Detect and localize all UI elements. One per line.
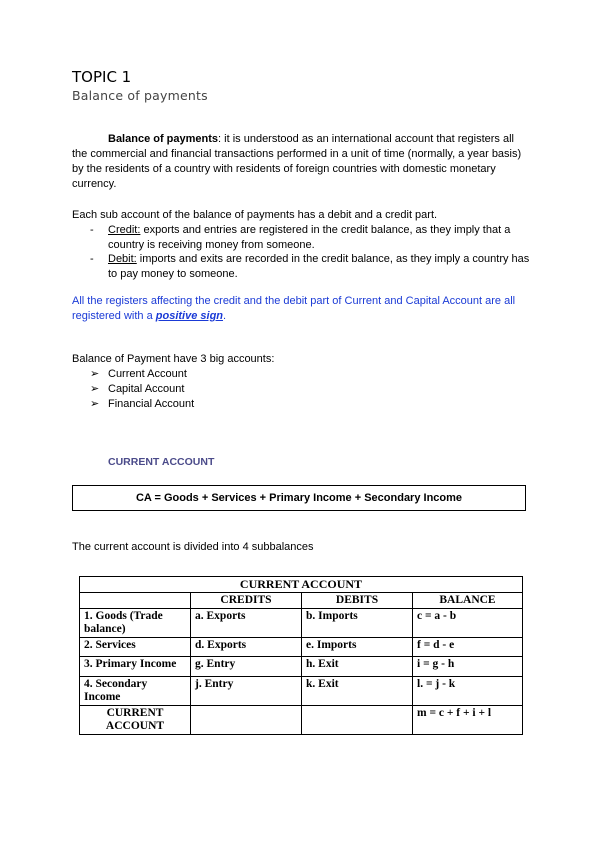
table-cell: f = d - e xyxy=(413,638,523,657)
dash-bullet: - xyxy=(90,224,94,236)
arrow-bullet-icon: ➢ xyxy=(90,398,100,410)
table-header-cell: CREDITS xyxy=(191,593,302,609)
table-cell: h. Exit xyxy=(302,657,413,677)
table-cell: l. = j - k xyxy=(413,677,523,706)
table-cell: e. Imports xyxy=(302,638,413,657)
table-row xyxy=(80,706,523,735)
table-row xyxy=(80,677,523,706)
table-cell xyxy=(191,706,302,735)
table-header-cell: BALANCE xyxy=(413,593,523,609)
table-cell: b. Imports xyxy=(302,609,413,638)
table-cell xyxy=(302,706,413,735)
table-cell: CURRENT ACCOUNT xyxy=(80,706,191,735)
table-header-cell: DEBITS xyxy=(302,593,413,609)
table-header-row xyxy=(80,593,523,609)
credit-term: Credit: xyxy=(108,224,141,236)
table-cell: 3. Primary Income xyxy=(80,657,191,677)
table-title: CURRENT ACCOUNT xyxy=(80,577,523,593)
table-cell: g. Entry xyxy=(191,657,302,677)
topic-subtitle: Balance of payments xyxy=(72,88,208,103)
table-row xyxy=(80,657,523,677)
sign-note-emphasis: positive sign xyxy=(155,310,224,322)
debit-term: Debit: xyxy=(108,253,137,265)
current-account-table xyxy=(79,576,523,735)
sign-note-text: All the registers affecting the credit and the debit part of Current and Capital Account are all registered with a xyxy=(72,295,516,322)
table-row xyxy=(80,638,523,657)
table-cell: c = a - b xyxy=(413,609,523,638)
table-header-cell xyxy=(80,593,191,609)
definition-paragraph xyxy=(72,132,532,192)
list-item-label: Current Account xyxy=(108,368,187,380)
table-cell: 2. Services xyxy=(80,638,191,657)
table-cell: m = c + f + i + l xyxy=(413,706,523,735)
list-item-label: Capital Account xyxy=(108,383,185,395)
table-cell: k. Exit xyxy=(302,677,413,706)
table-cell: i = g - h xyxy=(413,657,523,677)
accounts-list xyxy=(90,367,194,412)
table-title-row xyxy=(80,577,523,593)
subaccounts-intro: Each sub account of the balance of payments has a debit and a credit part. xyxy=(72,209,438,221)
ca-formula-box xyxy=(72,485,526,511)
arrow-bullet-icon: ➢ xyxy=(90,383,100,395)
credit-text: exports and entries are registered in the credit balance, as they imply that a country is receiving money from someone. xyxy=(108,224,511,251)
subbalances-text: The current account is divided into 4 subbalances xyxy=(72,541,314,553)
list-item xyxy=(90,367,194,382)
list-item xyxy=(90,382,194,397)
debit-item xyxy=(90,252,530,282)
accounts-intro: Balance of Payment have 3 big accounts: xyxy=(72,353,275,365)
table-cell: d. Exports xyxy=(191,638,302,657)
dash-bullet: - xyxy=(90,253,94,265)
topic-title: TOPIC 1 xyxy=(72,68,132,86)
list-item-label: Financial Account xyxy=(108,398,195,410)
sign-note xyxy=(72,294,532,324)
list-item xyxy=(90,397,194,412)
table-cell: 4. Secondary Income xyxy=(80,677,191,706)
definition-text: : it is understood as an international account that registers all the commercial and financial transactions performed in a unit of time (normally, a year basis) by the residents of a country with residents of foreign countries with domestic monetary currency. xyxy=(72,133,522,190)
credit-item xyxy=(90,223,530,253)
arrow-bullet-icon: ➢ xyxy=(90,368,100,380)
table-cell: 1. Goods (Trade balance) xyxy=(80,609,191,638)
ca-formula: CA = Goods + Services + Primary Income + Secondary Income xyxy=(135,492,463,504)
current-account-heading: CURRENT ACCOUNT xyxy=(108,456,215,468)
debit-text: imports and exits are recorded in the credit balance, as they imply a country has to pay money to someone. xyxy=(108,253,530,280)
table-row xyxy=(80,609,523,638)
definition-term: Balance of payments xyxy=(108,133,219,145)
table-cell: a. Exports xyxy=(191,609,302,638)
table-cell: j. Entry xyxy=(191,677,302,706)
sign-note-end: . xyxy=(223,310,227,322)
